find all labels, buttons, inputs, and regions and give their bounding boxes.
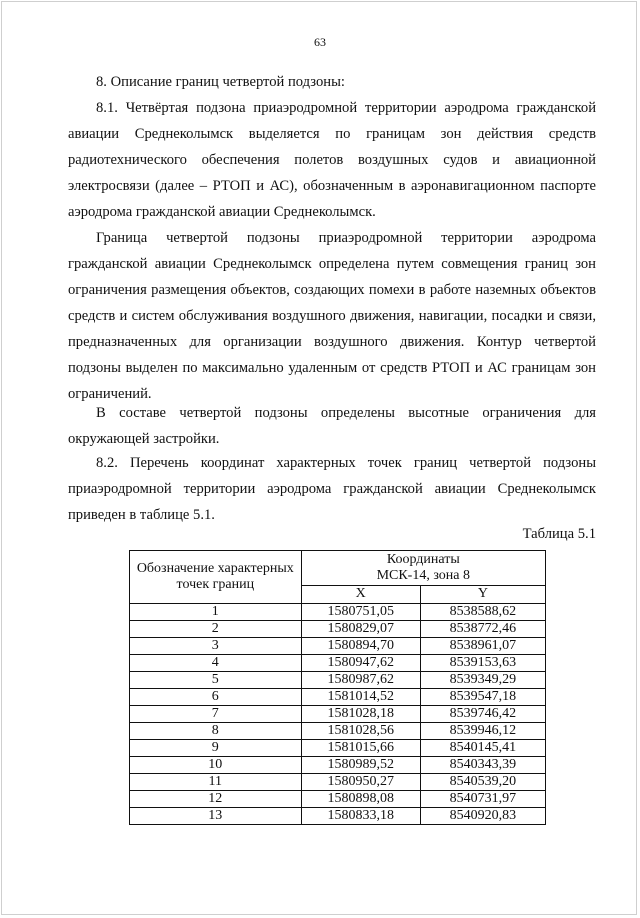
header-y: Y (420, 585, 545, 603)
coord-x: 1581015,66 (301, 740, 420, 757)
point-number: 5 (130, 672, 302, 689)
coord-x: 1580987,62 (301, 672, 420, 689)
point-number: 8 (130, 723, 302, 740)
table-row (130, 740, 546, 757)
table-row (130, 774, 546, 791)
coord-x: 1580833,18 (301, 808, 420, 825)
header-point-label (130, 551, 302, 604)
coord-y: 8538588,62 (420, 604, 545, 621)
coord-x: 1581014,52 (301, 689, 420, 706)
coord-x: 1580894,70 (301, 638, 420, 655)
coord-y: 8538772,46 (420, 621, 545, 638)
point-number: 4 (130, 655, 302, 672)
table-row (130, 672, 546, 689)
table-row (130, 791, 546, 808)
header-coordinates (301, 551, 545, 586)
coord-y: 8539153,63 (420, 655, 545, 672)
point-number: 1 (130, 604, 302, 621)
point-number: 12 (130, 791, 302, 808)
point-number: 10 (130, 757, 302, 774)
point-number: 6 (130, 689, 302, 706)
coord-y: 8539946,12 (420, 723, 545, 740)
coord-y: 8539746,42 (420, 706, 545, 723)
coord-x: 1580950,27 (301, 774, 420, 791)
point-number: 7 (130, 706, 302, 723)
header-x: X (301, 585, 420, 603)
point-number: 13 (130, 808, 302, 825)
header-coordinates-line2: МСК-14, зона 8 (376, 567, 471, 583)
coordinates-table (129, 550, 546, 825)
point-number: 11 (130, 774, 302, 791)
coord-y: 8538961,07 (420, 638, 545, 655)
coord-x: 1580751,05 (301, 604, 420, 621)
coord-x: 1580947,62 (301, 655, 420, 672)
coord-y: 8540539,20 (420, 774, 545, 791)
table-row (130, 604, 546, 621)
paragraph-8-2: 8.2. Перечень координат характерных точек границ четвертой подзоны приаэродромной территории аэродрома гражданской авиации Среднеколымск приведен в таблице 5.1. (68, 455, 596, 523)
point-number: 3 (130, 638, 302, 655)
table-row (130, 757, 546, 774)
header-coordinates-line1: Координаты (386, 551, 460, 567)
paragraph-8-1: 8.1. Четвёртая подзона приаэродромной территории аэродрома гражданской авиации Среднеколымск выделяется по границам зон действия средств радиотехнического обеспечения полетов воздушных судов и авиационной электросвязи (далее – РТОП и АС), обозначенным в аэронавигационном паспорте аэродрома гражданской авиации Среднеколымск. (68, 100, 596, 220)
point-number: 9 (130, 740, 302, 757)
coord-y: 8539547,18 (420, 689, 545, 706)
paragraph-border-definition: Граница четвертой подзоны приаэродромной территории аэродрома гражданской авиации Среднеколымск определена путем совмещения границ зон ограничения размещения объектов, создающих помехи в работе наземных объектов средств и систем обслуживания воздушного движения, навигации, посадки и связи, предназначенных для организации воздушного движения. Контур четвертой подзоны выделен по максимально удаленным от средств РТОП и АС границам зон ограничений. (68, 230, 596, 402)
table-row (130, 723, 546, 740)
coord-x: 1581028,18 (301, 706, 420, 723)
table-row (130, 689, 546, 706)
coord-x: 1581028,56 (301, 723, 420, 740)
coord-y: 8540920,83 (420, 808, 545, 825)
table-row (130, 655, 546, 672)
table-row (130, 638, 546, 655)
paragraph-height-restrictions: В составе четвертой подзоны определены высотные ограничения для окружающей застройки. (68, 405, 596, 447)
section-heading: 8. Описание границ четвертой подзоны: (96, 74, 345, 90)
coord-x: 1580829,07 (301, 621, 420, 638)
coord-y: 8540343,39 (420, 757, 545, 774)
header-point-label-line1: Обозначение характерных (136, 561, 294, 576)
table-row (130, 621, 546, 638)
table-row (130, 706, 546, 723)
coord-y: 8540731,97 (420, 791, 545, 808)
point-number: 2 (130, 621, 302, 638)
coord-y: 8540145,41 (420, 740, 545, 757)
table-caption: Таблица 5.1 (522, 526, 596, 542)
page-number: 63 (314, 35, 326, 49)
coord-x: 1580898,08 (301, 791, 420, 808)
table-body (130, 604, 546, 825)
header-point-label-line2: точек границ (176, 577, 255, 592)
coord-y: 8539349,29 (420, 672, 545, 689)
coord-x: 1580989,52 (301, 757, 420, 774)
table-row (130, 808, 546, 825)
